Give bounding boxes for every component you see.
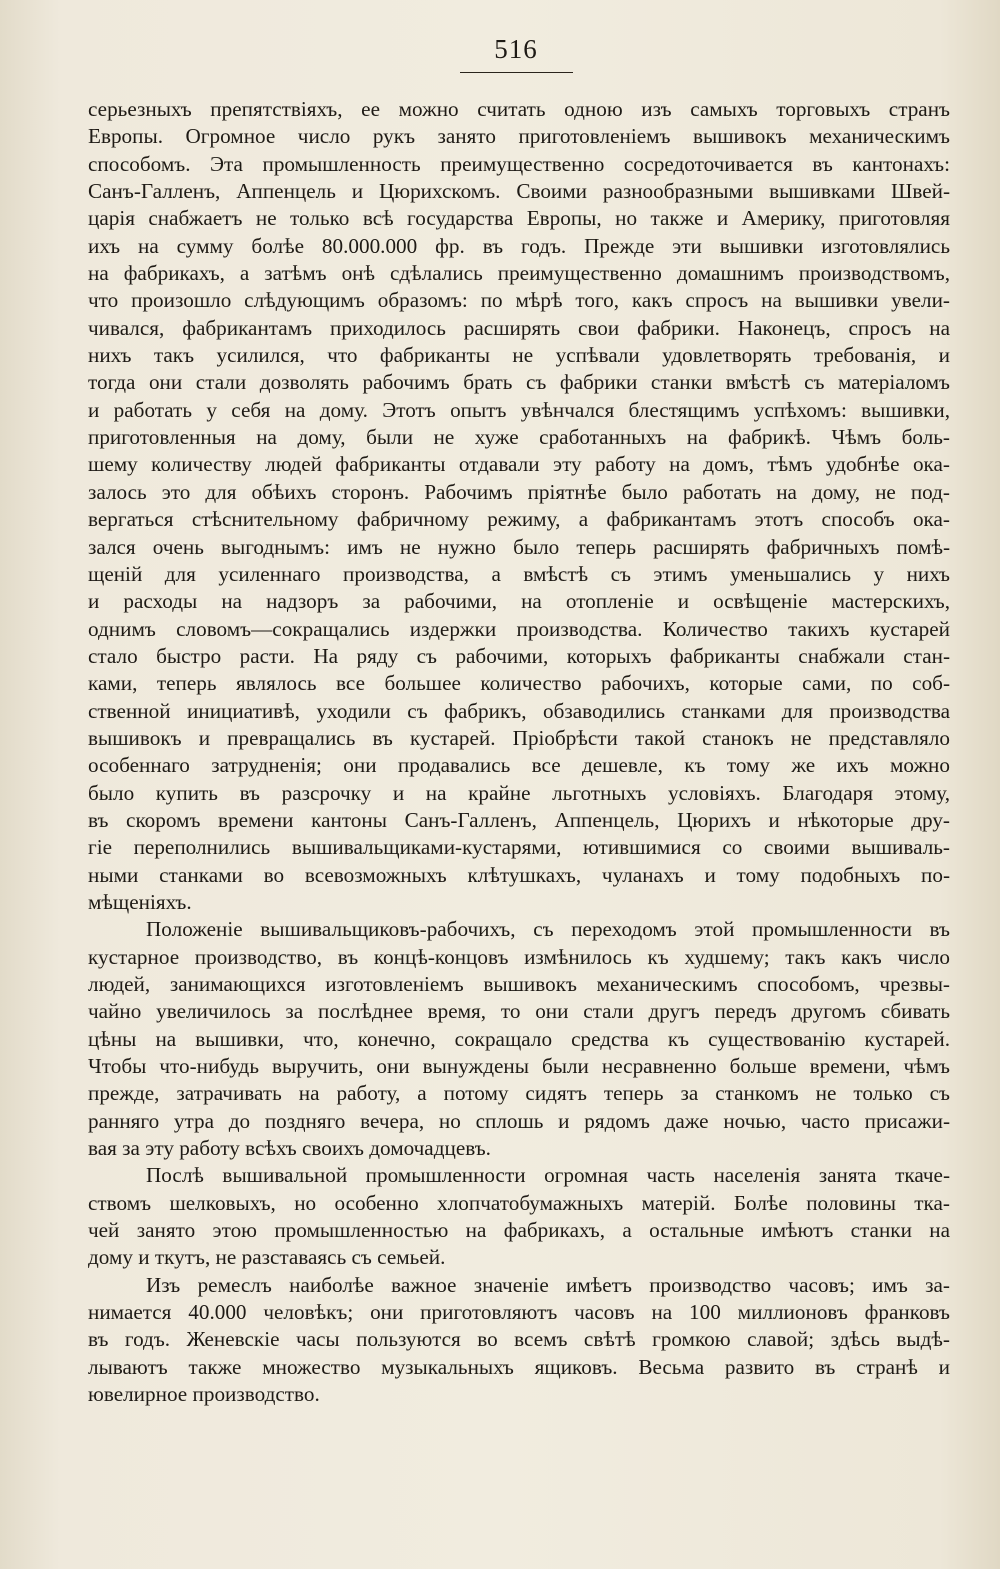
text-line: ствомъ шелковыхъ, но особенно хлопчатобумажныхъ матерій. Болѣе половины тка- [88,1190,950,1215]
text-line: и расходы на надзоръ за рабочими, на отопленіе и освѣщеніе мастерскихъ, [88,589,950,614]
text-line: чей занято этою промышленностью на фабрикахъ, а остальные имѣютъ станки на [88,1218,950,1243]
body-text [88,96,950,1409]
text-line: было купить въ разсрочку и на крайне льготныхъ условіяхъ. Благодаря этому, [88,780,950,805]
text-line: Положеніе вышивальщиковъ-рабочихъ, съ переходомъ этой промышленности въ [146,917,950,942]
text-line: ранняго утра до поздняго вечера, но сплошь и рядомъ даже ночью, часто присажи- [88,1108,950,1133]
paragraph [88,1272,950,1409]
text-line: нихъ такъ усилился, что фабриканты не успѣвали удовлетворять требованія, и [88,343,950,368]
text-line: что произошло слѣдующимъ образомъ: по мѣрѣ того, какъ спросъ на вышивки увели- [88,288,950,313]
text-line: кустарное производство, въ концѣ-концовъ измѣнилось къ худшему; такъ какъ число [88,944,950,969]
page-number: 516 [494,34,538,64]
text-line: способомъ. Эта промышленность преимущественно сосредоточивается въ кантонахъ: [88,151,950,176]
text-line: шему количеству людей фабриканты отдавали эту работу на домъ, тѣмъ удобнѣе ока- [88,452,950,477]
paragraph [88,96,950,916]
text-line: людей, занимающихся изготовленіемъ вышивокъ механическимъ способомъ, чрезвы- [88,972,950,996]
text-line: щеній для усиленнаго производства, а вмѣстѣ съ этимъ уменьшались у нихъ [88,561,950,586]
text-line: тогда они стали дозволять рабочимъ брать съ фабрики станки вмѣстѣ съ матеріаломъ [88,370,950,395]
text-line: на фабрикахъ, а затѣмъ онѣ сдѣлались преимущественно домашнимъ производствомъ, [88,261,950,286]
text-line: зался очень выгоднымъ: имъ не нужно было теперь расширять фабричныхъ помѣ- [88,534,950,559]
text-line: ювелирное производство. [88,1382,320,1407]
text-line: однимъ словомъ—сокращались издержки производства. Количество такихъ кустарей [88,616,950,641]
text-line: вергаться стѣснительному фабричному режиму, а фабрикантамъ этотъ способъ ока- [88,507,950,532]
text-line: приготовленныя на дому, были не хуже сработанныхъ на фабрикѣ. Чѣмъ боль- [88,425,950,450]
text-line: лываютъ также множество музыкальныхъ ящиковъ. Весьма развито въ странѣ и [88,1354,950,1379]
text-line: вая за эту работу всѣхъ своихъ домочадцевъ. [88,1136,491,1161]
text-line: Чтобы что-нибудь выручить, они вынуждены были несравненно больше времени, чѣмъ [88,1054,950,1079]
text-line: мѣщеніяхъ. [88,889,192,914]
text-line: Европы. Огромное число рукъ занято приготовленіемъ вышивокъ механическимъ [88,124,950,149]
text-line: прежде, затрачивать на работу, а потому сидятъ теперь за станкомъ не только съ [88,1081,950,1106]
text-line: особеннаго затрудненія; они продавались все дешевле, къ тому же ихъ можно [88,753,950,778]
text-line: Послѣ вышивальной промышленности огромная часть населенія занята ткаче- [146,1163,950,1188]
text-line: въ годъ. Женевскіе часы пользуются во всемъ свѣтѣ громкою славой; здѣсь выдѣ- [88,1327,950,1352]
text-line: царія снабжаетъ не только всѣ государства Европы, но также и Америку, приготовляя [88,206,950,231]
text-line: въ скоромъ времени кантоны Санъ-Галленъ, Аппенцель, Цюрихъ и нѣкоторые дру- [88,807,950,832]
text-line: ственной инициативѣ, уходили съ фабрикъ, обзаводились станками для производства [88,698,950,723]
text-line: нимается 40.000 человѣкъ; они приготовляютъ часовъ на 100 миллионовъ франковъ [88,1300,950,1325]
text-line: цѣны на вышивки, что, конечно, сокращало средства къ существованію кустарей. [88,1026,950,1051]
text-line: ными станками во всевозможныхъ клѣтушкахъ, чуланахъ и тому подобныхъ по- [88,862,950,887]
text-line: вышивокъ и превращались въ кустарей. Пріобрѣсти такой станокъ не представляло [88,725,950,750]
text-line: серьезныхъ препятствіяхъ, ее можно считать одною изъ самыхъ торговыхъ странъ [88,97,950,121]
header-rule [460,72,573,73]
text-line: Изъ ремеслъ наиболѣе важное значеніе имѣетъ производство часовъ; имъ за- [146,1272,950,1297]
text-line: и работать у себя на дому. Этотъ опытъ увѣнчался блестящимъ успѣхомъ: вышивки, [88,397,950,422]
text-line: залось это для обѣихъ сторонъ. Рабочимъ пріятнѣе было работать на дому, не под- [88,479,950,504]
text-line: гіе переполнились вышивальщиками-кустарями, ютившимися со своими вышиваль- [88,835,950,860]
paragraph [88,1162,950,1271]
text-line: Санъ-Галленъ, Аппенцель и Цюрихскомъ. Своими разнообразными вышивками Швей- [88,179,950,204]
text-line: чивался, фабрикантамъ приходилось расширять свои фабрики. Наконецъ, спросъ на [88,315,950,340]
text-line: ками, теперь являлось все большее количество рабочихъ, которые сами, по соб- [88,671,950,696]
paragraph [88,916,950,1162]
text-line: стало быстро расти. На ряду съ рабочими, которыхъ фабриканты снабжали стан- [88,643,950,668]
text-line: ихъ на сумму болѣе 80.000.000 фр. въ годъ. Прежде эти вышивки изготовлялись [88,233,950,258]
text-line: дому и ткутъ, не разставаясь съ семьей. [88,1245,446,1270]
text-line: чайно увеличилось за послѣднее время, то они стали другъ передъ другомъ сбивать [88,999,950,1024]
